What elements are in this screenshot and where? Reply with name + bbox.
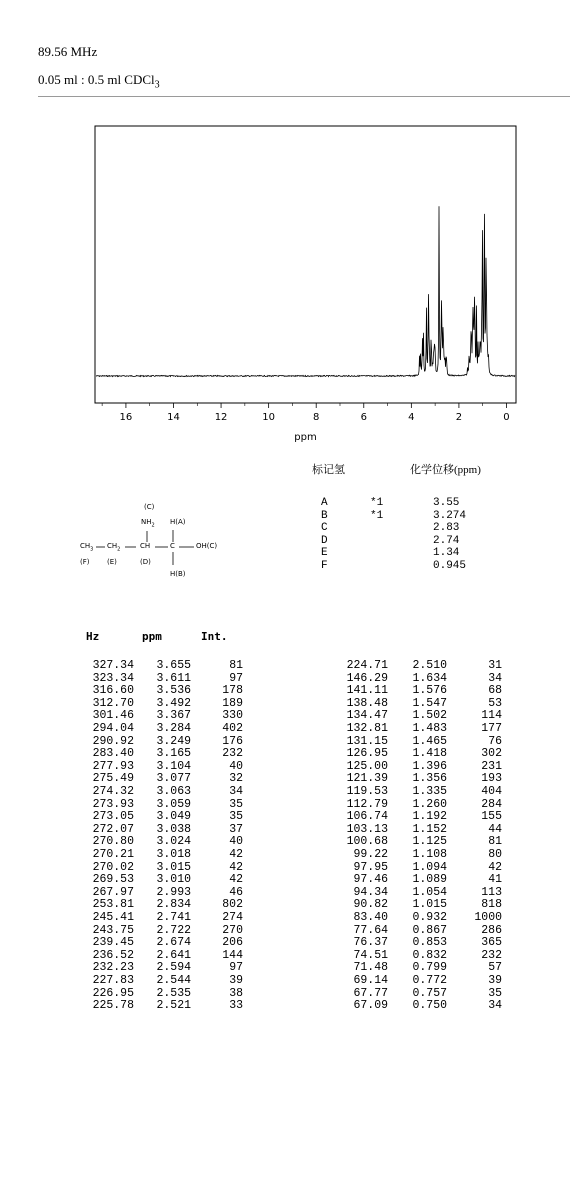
peak-hz: 273.05	[92, 810, 134, 824]
peak-intensity: 42	[229, 860, 243, 874]
peak-hz: 227.83	[92, 974, 134, 987]
peak-row	[0, 999, 570, 1011]
sample-concentration	[38, 72, 160, 91]
peak-row	[0, 697, 570, 709]
peak-ppm: 1.015	[412, 898, 447, 912]
peak-intensity: 35	[488, 986, 502, 1000]
peak-hz: 239.45	[92, 936, 134, 950]
peak-intensity: 177	[481, 722, 502, 735]
peak-row	[0, 924, 570, 936]
peak-intensity: 80	[488, 848, 502, 861]
peak-intensity: 44	[488, 822, 502, 836]
peak-ppm: 2.741	[156, 911, 191, 924]
peak-ppm: 3.611	[156, 671, 191, 685]
assignment-label: A	[321, 497, 328, 509]
peak-ppm: 1.108	[412, 848, 447, 861]
x-axis-label: ppm	[294, 432, 317, 443]
header-divider	[38, 96, 570, 97]
peak-row	[0, 911, 570, 923]
peak-ppm: 2.544	[156, 974, 191, 987]
peak-row	[0, 936, 570, 948]
peak-hz: 71.48	[353, 961, 388, 975]
peak-ppm: 0.832	[412, 948, 447, 962]
peak-row	[0, 810, 570, 822]
peak-hz: 131.15	[346, 734, 388, 748]
peak-intensity: 41	[488, 873, 502, 887]
peak-ppm: 1.418	[412, 747, 447, 761]
peak-intensity: 81	[229, 659, 243, 672]
structure-label-f: (F)	[80, 558, 90, 566]
peak-ppm: 2.535	[156, 986, 191, 1000]
nh2-subscript: 2	[151, 522, 155, 529]
structure-h-a: H(A)	[170, 518, 186, 526]
peak-row	[0, 898, 570, 910]
peak-ppm: 0.772	[412, 974, 447, 987]
peak-ppm: 1.152	[412, 822, 447, 836]
assignment-shift: 0.945	[433, 560, 467, 572]
peak-intensity: 404	[481, 785, 502, 798]
peak-ppm: 1.192	[412, 810, 447, 824]
peak-hz: 294.04	[92, 722, 134, 735]
peak-intensity: 42	[229, 848, 243, 861]
peak-ppm: 1.125	[412, 835, 447, 849]
peak-hz: 119.53	[346, 785, 388, 798]
peak-ppm: 3.077	[156, 772, 191, 786]
ch3-text: CH	[80, 542, 91, 550]
sample-text: 0.05 ml : 0.5 ml CDCl	[38, 72, 155, 87]
peak-intensity: 35	[229, 810, 243, 824]
peak-row	[0, 873, 570, 885]
nh2-text: NH	[141, 518, 152, 526]
assignment-header-shift: 化学位移(ppm)	[410, 464, 481, 476]
assignment-row	[0, 547, 570, 559]
nmr-spectrum-chart	[0, 110, 570, 450]
plot-frame	[95, 126, 516, 403]
peak-row	[0, 974, 570, 986]
structure-oh: OH(C)	[196, 542, 218, 550]
peak-ppm: 2.993	[156, 885, 191, 899]
assignment-row	[0, 497, 570, 509]
peak-intensity: 37	[229, 822, 243, 836]
peak-hz: 232.23	[92, 961, 134, 975]
assignment-shift: 3.55	[433, 497, 460, 509]
peak-intensity: 284	[481, 797, 502, 811]
peak-intensity: 144	[222, 948, 243, 962]
peak-ppm: 0.932	[412, 911, 447, 924]
peak-intensity: 76	[488, 734, 502, 748]
peak-ppm: 3.104	[156, 759, 191, 773]
peak-ppm: 1.054	[412, 885, 447, 899]
structure-c: C	[170, 542, 175, 550]
peak-intensity: 97	[229, 671, 243, 685]
peak-intensity: 231	[481, 759, 502, 773]
peak-intensity: 193	[481, 772, 502, 786]
peak-intensity: 178	[222, 684, 243, 698]
peak-ppm: 1.094	[412, 860, 447, 874]
assignment-label: D	[321, 534, 328, 547]
assignment-note: *1	[370, 509, 384, 522]
peak-intensity: 232	[481, 948, 502, 962]
peak-intensity: 286	[481, 923, 502, 937]
peak-hz: 67.77	[353, 986, 388, 1000]
peak-ppm: 2.510	[412, 659, 447, 672]
peak-ppm: 1.547	[412, 696, 447, 710]
peak-row	[0, 798, 570, 810]
peak-row	[0, 772, 570, 784]
peak-ppm: 2.641	[156, 948, 191, 962]
peak-row	[0, 785, 570, 797]
structure-label-d: (D)	[140, 558, 151, 566]
peak-intensity: 34	[488, 999, 502, 1013]
peak-intensity: 155	[481, 810, 502, 824]
peak-ppm: 3.063	[156, 785, 191, 798]
assignment-shift: 2.83	[433, 522, 460, 535]
peak-hz: 323.34	[92, 671, 134, 685]
peak-ppm: 1.260	[412, 797, 447, 811]
x-tick-label: 14	[167, 412, 180, 423]
peak-intensity: 97	[229, 961, 243, 975]
peak-hz: 97.46	[353, 873, 388, 887]
peak-intensity: 68	[488, 684, 502, 698]
peak-hz: 134.47	[346, 709, 388, 723]
peak-hz: 94.34	[353, 885, 388, 899]
peak-ppm: 2.521	[156, 999, 191, 1013]
peak-ppm: 3.010	[156, 873, 191, 887]
peak-hz: 269.53	[92, 873, 134, 887]
peak-hz: 327.34	[92, 659, 134, 672]
peak-row	[0, 760, 570, 772]
peak-hz: 90.82	[353, 898, 388, 912]
structure-ch: CH	[140, 542, 151, 550]
peak-hz: 236.52	[92, 948, 134, 962]
assignment-note: *1	[370, 497, 384, 509]
peak-hz: 146.29	[346, 671, 388, 685]
assignment-row	[0, 535, 570, 547]
peak-hz: 106.74	[346, 810, 388, 824]
peak-intensity: 35	[229, 797, 243, 811]
peak-intensity: 38	[229, 986, 243, 1000]
peak-ppm: 1.396	[412, 759, 447, 773]
peak-ppm: 3.059	[156, 797, 191, 811]
peak-row	[0, 684, 570, 696]
spectrum-trace	[96, 206, 515, 376]
x-axis	[102, 403, 510, 423]
peak-hz: 141.11	[346, 684, 388, 698]
x-tick-label: 16	[119, 412, 133, 423]
sample-subscript: 3	[154, 79, 160, 91]
peak-hz: 112.79	[346, 797, 388, 811]
peak-hz: 121.39	[346, 772, 388, 786]
peak-intensity: 176	[222, 734, 243, 748]
peak-intensity: 33	[229, 999, 243, 1013]
assignment-shift: 2.74	[433, 534, 460, 547]
peak-hz: 97.95	[353, 860, 388, 874]
peak-hz: 283.40	[92, 747, 134, 761]
x-tick-label: 0	[503, 412, 510, 423]
assignment-row	[0, 510, 570, 522]
peak-hz: 126.95	[346, 747, 388, 761]
peak-ppm: 3.015	[156, 860, 191, 874]
peak-ppm: 0.867	[412, 923, 447, 937]
structure-label-e: (E)	[107, 558, 117, 566]
peak-ppm: 0.757	[412, 986, 447, 1000]
peak-row	[0, 848, 570, 860]
peak-intensity: 31	[488, 659, 502, 672]
peak-hz: 290.92	[92, 734, 134, 748]
peak-ppm: 0.853	[412, 936, 447, 950]
assignment-header-label: 标记氢	[312, 464, 345, 476]
x-tick-label: 10	[262, 412, 275, 423]
peak-intensity: 57	[488, 961, 502, 975]
peak-row	[0, 659, 570, 671]
peak-hz: 274.32	[92, 785, 134, 798]
peak-hz: 125.00	[346, 759, 388, 773]
peak-hz: 138.48	[346, 696, 388, 710]
peak-ppm: 3.655	[156, 659, 191, 672]
peak-row	[0, 886, 570, 898]
peak-intensity: 402	[222, 722, 243, 735]
peak-hz: 77.64	[353, 923, 388, 937]
peak-row	[0, 709, 570, 721]
peak-intensity: 46	[229, 885, 243, 899]
peak-intensity: 302	[481, 747, 502, 761]
assignment-shift: 1.34	[433, 547, 460, 560]
x-tick-label: 2	[455, 412, 463, 423]
peak-table-header	[0, 630, 570, 644]
peak-hz: 69.14	[353, 974, 388, 987]
peak-intensity: 34	[229, 785, 243, 798]
x-tick-label: 6	[360, 412, 367, 423]
peak-hz: 272.07	[92, 822, 134, 836]
peak-ppm: 0.799	[412, 961, 447, 975]
ch2-subscript: 2	[117, 546, 121, 553]
peak-ppm: 3.165	[156, 747, 191, 761]
peak-hz: 76.37	[353, 936, 388, 950]
peak-hz: 301.46	[92, 709, 134, 723]
peak-hz: 312.70	[92, 696, 134, 710]
peak-intensity: 53	[488, 696, 502, 710]
ch2-text: CH	[107, 542, 118, 550]
peak-hz: 132.81	[346, 722, 388, 735]
peak-hz: 226.95	[92, 986, 134, 1000]
peak-ppm: 1.576	[412, 684, 447, 698]
peak-hz: 270.80	[92, 835, 134, 849]
assignment-label: C	[321, 522, 328, 535]
peak-ppm: 1.356	[412, 772, 447, 786]
peak-intensity: 40	[229, 759, 243, 773]
peak-ppm: 3.024	[156, 835, 191, 849]
peak-intensity: 114	[481, 709, 502, 723]
peak-hz: 225.78	[92, 999, 134, 1013]
peak-ppm: 1.335	[412, 785, 447, 798]
peak-row	[0, 735, 570, 747]
peak-ppm: 3.367	[156, 709, 191, 723]
assignment-row	[0, 560, 570, 572]
x-tick-label: 12	[214, 412, 228, 423]
peak-intensity: 818	[481, 898, 502, 912]
peak-intensity: 113	[481, 885, 502, 899]
structure-h-b: H(B)	[170, 570, 186, 578]
peak-intensity: 39	[488, 974, 502, 987]
peak-hz: 74.51	[353, 948, 388, 962]
peak-intensity: 206	[222, 936, 243, 950]
peak-hz: 245.41	[92, 911, 134, 924]
peak-hz: 67.09	[353, 999, 388, 1013]
peak-ppm: 3.536	[156, 684, 191, 698]
assignment-label: E	[321, 547, 328, 560]
peak-hz: 277.93	[92, 759, 134, 773]
peak-ppm: 3.018	[156, 848, 191, 861]
peak-hz: 83.40	[353, 911, 388, 924]
assignment-label: F	[321, 560, 328, 572]
peak-intensity: 40	[229, 835, 243, 849]
header-int: Int.	[201, 630, 228, 643]
assignment-label: B	[321, 509, 328, 522]
peak-ppm: 1.483	[412, 722, 447, 735]
peak-hz: 270.02	[92, 860, 134, 874]
peak-hz: 316.60	[92, 684, 134, 698]
peak-ppm: 2.594	[156, 961, 191, 975]
peak-row	[0, 823, 570, 835]
peak-intensity: 42	[229, 873, 243, 887]
peak-intensity: 232	[222, 747, 243, 761]
peak-ppm: 1.502	[412, 709, 447, 723]
peak-hz: 243.75	[92, 923, 134, 937]
peak-ppm: 3.049	[156, 810, 191, 824]
assignment-row	[0, 522, 570, 534]
peak-ppm: 1.634	[412, 671, 447, 685]
ch3-subscript: 3	[90, 546, 94, 553]
peak-intensity: 189	[222, 696, 243, 710]
peak-row	[0, 987, 570, 999]
peak-row	[0, 961, 570, 973]
peak-row	[0, 861, 570, 873]
peak-row	[0, 949, 570, 961]
peak-ppm: 3.249	[156, 734, 191, 748]
peak-intensity: 32	[229, 772, 243, 786]
peak-ppm: 1.089	[412, 873, 447, 887]
peak-intensity: 365	[481, 936, 502, 950]
structure-label-c-top: (C)	[144, 503, 155, 511]
peak-intensity: 39	[229, 974, 243, 987]
peak-row	[0, 672, 570, 684]
peak-row	[0, 747, 570, 759]
peak-intensity: 330	[222, 709, 243, 723]
peak-row	[0, 835, 570, 847]
peak-ppm: 3.284	[156, 722, 191, 735]
peak-intensity: 34	[488, 671, 502, 685]
peak-intensity: 81	[488, 835, 502, 849]
peak-hz: 253.81	[92, 898, 134, 912]
peak-row	[0, 722, 570, 734]
x-tick-label: 8	[313, 412, 320, 423]
peak-ppm: 2.674	[156, 936, 191, 950]
peak-intensity: 1000	[474, 911, 502, 924]
x-tick-label: 4	[408, 412, 415, 423]
peak-hz: 273.93	[92, 797, 134, 811]
peak-ppm: 3.038	[156, 822, 191, 836]
peak-hz: 103.13	[346, 822, 388, 836]
peak-intensity: 274	[222, 911, 243, 924]
peak-hz: 99.22	[353, 848, 388, 861]
peak-ppm: 2.722	[156, 923, 191, 937]
header-hz: Hz	[86, 630, 100, 643]
peak-ppm: 0.750	[412, 999, 447, 1013]
peak-hz: 224.71	[346, 659, 388, 672]
peak-hz: 267.97	[92, 885, 134, 899]
peak-hz: 275.49	[92, 772, 134, 786]
peak-ppm: 2.834	[156, 898, 191, 912]
peak-ppm: 1.465	[412, 734, 447, 748]
peak-hz: 100.68	[346, 835, 388, 849]
spectrometer-frequency: 89.56 MHz	[38, 44, 98, 59]
peak-intensity: 270	[222, 923, 243, 937]
peak-intensity: 802	[222, 898, 243, 912]
peak-ppm: 3.492	[156, 696, 191, 710]
header-ppm: ppm	[142, 630, 162, 643]
peak-hz: 270.21	[92, 848, 134, 861]
assignment-shift: 3.274	[433, 509, 467, 522]
peak-intensity: 42	[488, 860, 502, 874]
